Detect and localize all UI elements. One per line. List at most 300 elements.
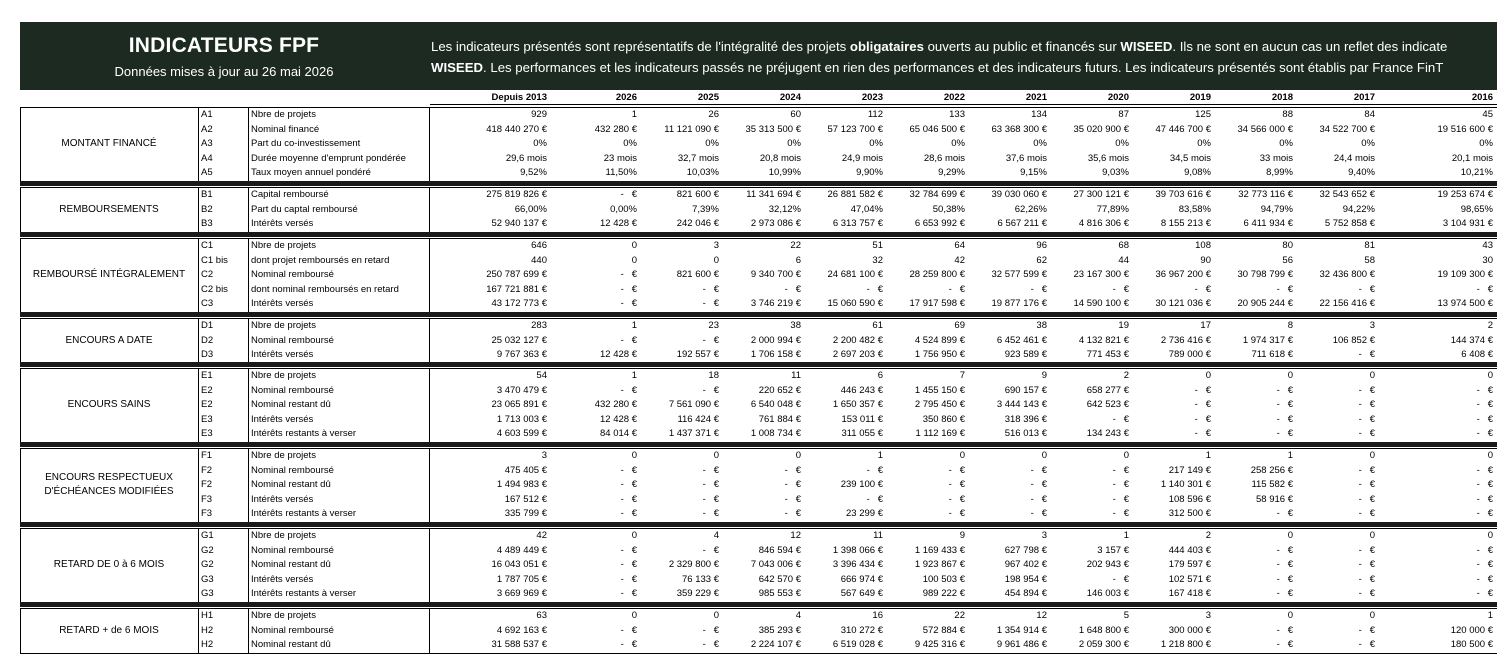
table-cell: - €: [620, 298, 637, 309]
table-cell: - €: [1194, 399, 1211, 410]
table-cell: 1: [1487, 610, 1493, 621]
table-cell: 0: [1487, 370, 1493, 381]
col-divider: [248, 608, 249, 653]
column-header: 2023: [861, 92, 883, 103]
table-cell: 3 396 434 €: [832, 559, 883, 570]
table-cell: 1 706 158 €: [750, 349, 801, 360]
table-cell: - €: [948, 479, 965, 490]
table-cell: 9 961 486 €: [996, 639, 1047, 650]
table-cell: 38: [790, 320, 801, 331]
table-cell: 26 881 582 €: [827, 189, 883, 200]
row-code: E1: [201, 370, 213, 381]
table-cell: - €: [620, 544, 637, 556]
table-cell: 923 589 €: [1004, 349, 1047, 360]
table-cell: - €: [620, 384, 637, 396]
table-cell: - €: [1358, 428, 1375, 439]
table-cell: 83,58%: [1178, 203, 1211, 215]
section-separator: [20, 362, 1497, 367]
table-cell: 0: [1205, 370, 1211, 381]
row-label: Nominal remboursé: [251, 544, 334, 556]
section-name: ENCOURS A DATE: [65, 334, 153, 346]
table-cell: 133: [949, 109, 965, 120]
table-cell: 8: [1287, 320, 1293, 331]
table-cell: 0: [1287, 370, 1293, 381]
column-header: 2026: [615, 92, 637, 103]
table-cell: 2 000 994 €: [750, 334, 801, 346]
col-divider: [429, 107, 430, 181]
row-label: Nbre de projets: [251, 610, 316, 621]
row-code: H2: [201, 639, 214, 650]
table-cell: 9,52%: [520, 167, 547, 178]
table-cell: - €: [948, 493, 965, 505]
row-label: Taux moyen annuel pondéré: [251, 167, 371, 178]
row-code: F2: [201, 464, 213, 476]
table-cell: 1: [631, 320, 637, 331]
row-code: E3: [201, 428, 213, 439]
table-cell: - €: [1276, 544, 1293, 556]
table-cell: 454 894 €: [1004, 588, 1047, 599]
table-cell: 432 280 €: [594, 123, 637, 135]
table-cell: 112: [867, 109, 883, 120]
table-cell: 432 280 €: [594, 399, 637, 410]
row-label: Nominal restant dû: [251, 639, 331, 650]
table-cell: 29,6 mois: [505, 152, 547, 164]
table-cell: 4 816 306 €: [1078, 218, 1129, 229]
table-cell: 9,90%: [856, 167, 883, 178]
table-cell: - €: [1358, 384, 1375, 396]
table-cell: 12: [790, 530, 801, 541]
table-cell: - €: [784, 493, 801, 505]
table-cell: - €: [1276, 639, 1293, 650]
table-cell: 0: [959, 450, 965, 461]
table-cell: 6: [877, 370, 883, 381]
section-bottom-rule: [20, 653, 1497, 654]
col-divider: [198, 318, 199, 363]
col-divider: [429, 528, 430, 602]
column-header: 2022: [943, 92, 965, 103]
table-cell: 88: [1282, 109, 1293, 120]
table-cell: 31 588 537 €: [491, 639, 547, 650]
table-cell: - €: [620, 588, 637, 599]
table-cell: 198 954 €: [1004, 573, 1047, 585]
row-label: Nbre de projets: [251, 450, 316, 461]
table-cell: 6 567 211 €: [997, 218, 1047, 229]
row-label: Nbre de projets: [251, 320, 316, 331]
col-divider: [429, 448, 430, 522]
table-cell: 446 243 €: [840, 384, 883, 396]
table-cell: - €: [784, 464, 801, 476]
table-cell: - €: [1476, 428, 1493, 439]
table-cell: - €: [1112, 508, 1129, 519]
col-divider: [429, 608, 430, 653]
table-cell: 761 884 €: [758, 413, 801, 425]
table-cell: 98,65%: [1460, 203, 1493, 215]
row-code: F3: [201, 508, 213, 519]
table-cell: 1: [631, 109, 637, 120]
row-label: Capital remboursé: [251, 189, 329, 200]
table-cell: 76 133 €: [682, 573, 719, 585]
table-cell: 283: [531, 320, 547, 331]
table-cell: 12 428 €: [600, 413, 637, 425]
row-code: D2: [201, 334, 214, 346]
table-cell: 567 649 €: [840, 588, 883, 599]
table-cell: 3 746 219 €: [750, 298, 801, 309]
table-cell: - €: [1358, 479, 1375, 490]
table-cell: 1 494 983 €: [496, 479, 547, 490]
table-cell: - €: [620, 334, 637, 346]
table-cell: - €: [620, 464, 637, 476]
table-cell: 23 065 891 €: [491, 399, 547, 410]
col-divider: [248, 318, 249, 363]
table-cell: 7 561 090 €: [668, 399, 719, 410]
table-cell: 335 799 €: [504, 508, 547, 519]
table-cell: 8,99%: [1266, 167, 1293, 178]
row-code: H1: [201, 610, 214, 621]
table-cell: - €: [1476, 573, 1493, 585]
column-header: 2018: [1271, 92, 1293, 103]
table-cell: - €: [1358, 544, 1375, 556]
table-cell: 0: [1369, 530, 1375, 541]
table-cell: - €: [702, 464, 719, 476]
row-label: Part du co-investissement: [251, 138, 361, 149]
table-cell: - €: [1476, 464, 1493, 476]
table-cell: 84: [1364, 109, 1375, 120]
table-cell: - €: [1030, 283, 1047, 295]
table-cell: 125: [1195, 109, 1211, 120]
table-cell: 4 489 449 €: [496, 544, 547, 556]
table-cell: 27 300 121 €: [1073, 189, 1129, 200]
table-cell: 17 917 598 €: [909, 298, 965, 309]
table-cell: 0: [795, 450, 801, 461]
table-cell: 47 446 700 €: [1155, 123, 1211, 135]
row-code: E2: [201, 384, 213, 396]
table-cell: 6: [795, 254, 801, 266]
table-cell: 28,6 mois: [923, 152, 965, 164]
table-cell: - €: [1276, 384, 1293, 396]
column-header: Depuis 2013: [491, 92, 547, 103]
row-label: dont nominal remboursés en retard: [251, 283, 399, 295]
col-divider: [198, 528, 199, 602]
table-cell: 9 425 316 €: [914, 639, 965, 650]
table-cell: 0: [631, 240, 637, 251]
table-cell: 1 437 371 €: [668, 428, 719, 439]
table-cell: 250 787 699 €: [486, 269, 547, 280]
table-cell: 30: [1482, 254, 1493, 266]
table-cell: - €: [1112, 464, 1129, 476]
section-separator: [20, 522, 1497, 527]
column-header: 2017: [1353, 92, 1375, 103]
table-cell: 9,15%: [1020, 167, 1047, 178]
table-cell: - €: [620, 493, 637, 505]
page-title: INDICATEURS FPF: [128, 34, 320, 57]
row-code: G2: [201, 544, 214, 556]
col-divider: [198, 187, 199, 232]
table-cell: - €: [1030, 464, 1047, 476]
table-cell: - €: [1276, 399, 1293, 410]
table-cell: - €: [784, 508, 801, 519]
table-cell: 0%: [1279, 138, 1293, 149]
table-cell: 32 773 116 €: [1238, 189, 1293, 200]
row-code: B2: [201, 203, 213, 215]
table-cell: 1 008 734 €: [750, 428, 801, 439]
table-cell: 312 500 €: [1168, 508, 1211, 519]
table-cell: 52 940 137 €: [491, 218, 547, 229]
table-cell: 42: [536, 530, 547, 541]
row-label: Nominal restant dû: [251, 479, 331, 490]
table-cell: 11,50%: [605, 167, 637, 178]
col-divider: [429, 368, 430, 442]
row-label: Nbre de projets: [251, 530, 316, 541]
table-cell: 1 354 914 €: [996, 624, 1047, 636]
table-cell: 5: [1123, 610, 1129, 621]
table-cell: 2: [1487, 320, 1493, 331]
table-cell: 0%: [1115, 138, 1129, 149]
table-cell: 1: [1123, 530, 1129, 541]
table-cell: 4 524 899 €: [914, 334, 965, 346]
table-cell: 220 652 €: [758, 384, 801, 396]
column-header: 2025: [697, 92, 719, 103]
column-header: 2016: [1471, 92, 1493, 103]
table-cell: 12 428 €: [600, 218, 637, 229]
row-code: G3: [201, 588, 214, 599]
row-label: Intérêts restants à verser: [251, 428, 357, 439]
table-cell: 2 973 086 €: [750, 218, 801, 229]
table-cell: - €: [948, 283, 965, 295]
row-code: C2 bis: [201, 283, 228, 295]
table-cell: 242 046 €: [676, 218, 719, 229]
table-cell: 62: [1036, 254, 1047, 266]
table-cell: 24 681 100 €: [827, 269, 883, 280]
table-cell: 32 784 699 €: [909, 189, 965, 200]
col-divider: [198, 238, 199, 312]
table-cell: 2 224 107 €: [750, 639, 801, 650]
table-cell: 80: [1282, 240, 1293, 251]
table-cell: 9: [1041, 370, 1047, 381]
table-cell: 385 293 €: [758, 624, 801, 636]
table-cell: 30 798 799 €: [1237, 269, 1293, 280]
table-cell: 258 256 €: [1250, 464, 1293, 476]
table-cell: 0: [713, 610, 719, 621]
table-cell: 6 653 992 €: [914, 218, 965, 229]
table-cell: - €: [1476, 544, 1493, 556]
table-cell: 12 428 €: [600, 349, 637, 360]
table-cell: - €: [702, 283, 719, 295]
table-cell: 24,4 mois: [1333, 152, 1375, 164]
table-cell: 1 398 066 €: [832, 544, 883, 556]
row-label: Intérêts restants à verser: [251, 588, 357, 599]
table-cell: 3: [1369, 320, 1375, 331]
table-cell: 23 167 300 €: [1073, 269, 1129, 280]
table-cell: - €: [1358, 639, 1375, 650]
table-cell: - €: [620, 269, 637, 280]
col-divider: [198, 368, 199, 442]
table-cell: 20 905 244 €: [1237, 298, 1293, 309]
table-cell: 1 923 867 €: [914, 559, 965, 570]
table-cell: 44: [1118, 254, 1129, 266]
table-cell: 47,04%: [850, 203, 883, 215]
table-cell: 66,00%: [514, 203, 547, 215]
table-cell: 3 470 479 €: [496, 384, 547, 396]
row-label: dont projet remboursés en retard: [251, 254, 390, 266]
table-cell: 90: [1200, 254, 1211, 266]
row-code: A1: [201, 109, 213, 120]
table-cell: 6 313 757 €: [832, 218, 883, 229]
table-cell: 32 577 599 €: [991, 269, 1047, 280]
row-code: G1: [201, 530, 214, 541]
table-cell: 6 408 €: [1461, 349, 1493, 360]
col-divider: [429, 187, 430, 232]
table-cell: 65 046 500 €: [909, 123, 965, 135]
table-cell: - €: [1112, 283, 1129, 295]
disclaimer-bold: obligataires: [849, 39, 924, 54]
col-divider: [429, 318, 430, 363]
table-cell: 711 618 €: [1251, 349, 1293, 360]
table-cell: 6 519 028 €: [832, 639, 883, 650]
table-cell: 516 013 €: [1004, 428, 1047, 439]
table-cell: - €: [1112, 493, 1129, 505]
table-cell: 16 043 051 €: [491, 559, 547, 570]
table-cell: 9,08%: [1184, 167, 1211, 178]
row-code: C1 bis: [201, 254, 228, 266]
row-label: Intérêts versés: [251, 573, 314, 585]
row-label: Nominal remboursé: [251, 624, 334, 636]
table-cell: 33 mois: [1259, 152, 1293, 164]
table-cell: 0: [1287, 530, 1293, 541]
col-divider: [248, 448, 249, 522]
table-cell: 96: [1036, 240, 1047, 251]
table-cell: 68: [1118, 240, 1129, 251]
disclaimer-text: ouverts au public et financés sur: [923, 39, 1121, 54]
table-cell: 3 444 143 €: [996, 399, 1047, 410]
table-cell: 84 014 €: [600, 428, 637, 439]
row-code: F1: [201, 450, 213, 461]
row-code: F3: [201, 493, 213, 505]
table-cell: 20,1 mois: [1451, 152, 1493, 164]
table-cell: 43: [1482, 240, 1493, 251]
table-cell: 0: [631, 610, 637, 621]
table-cell: 0%: [787, 138, 801, 149]
table-cell: 0: [1287, 610, 1293, 621]
table-cell: 0%: [705, 138, 719, 149]
table-cell: 22: [954, 610, 965, 621]
table-cell: 359 229 €: [676, 588, 719, 599]
table-cell: 19: [1118, 320, 1129, 331]
col-divider: [248, 187, 249, 232]
table-cell: 929: [531, 109, 547, 120]
table-cell: 0%: [951, 138, 965, 149]
row-label: Intérêts versés: [251, 298, 314, 309]
col-divider: [198, 608, 199, 653]
col-divider: [198, 107, 199, 181]
table-cell: 0: [1487, 450, 1493, 461]
table-cell: - €: [702, 508, 719, 519]
table-cell: 26: [708, 109, 719, 120]
table-cell: - €: [1476, 399, 1493, 410]
table-cell: 23: [708, 320, 719, 331]
table-cell: 19 516 600 €: [1437, 123, 1493, 135]
table-cell: - €: [866, 283, 883, 295]
table-cell: 144 374 €: [1450, 334, 1493, 346]
table-cell: 28 259 800 €: [909, 269, 965, 280]
table-cell: 2: [1123, 370, 1129, 381]
table-cell: 1: [631, 370, 637, 381]
table-cell: 8 155 213 €: [1160, 218, 1211, 229]
disclaimer-bold: WISEED: [431, 60, 484, 75]
table-cell: 58: [1364, 254, 1375, 266]
table-cell: - €: [1476, 479, 1493, 490]
row-code: B3: [201, 218, 213, 229]
row-label: Nominal remboursé: [251, 334, 334, 346]
table-cell: - €: [1030, 479, 1047, 490]
table-cell: 62,26%: [1014, 203, 1047, 215]
row-label: Nominal remboursé: [251, 464, 334, 476]
table-cell: - €: [702, 334, 719, 346]
table-cell: 0%: [1479, 138, 1493, 149]
table-cell: - €: [1476, 283, 1493, 295]
table-cell: 1: [1287, 450, 1293, 461]
row-code: G2: [201, 559, 214, 570]
table-cell: - €: [702, 639, 719, 650]
table-cell: 108 596 €: [1168, 493, 1211, 505]
table-cell: 69: [954, 320, 965, 331]
row-label: Nominal financé: [251, 123, 320, 135]
table-cell: - €: [1194, 413, 1211, 425]
table-cell: - €: [1276, 559, 1293, 570]
table-cell: 57 123 700 €: [827, 123, 883, 135]
table-cell: - €: [702, 298, 719, 309]
table-cell: 16: [872, 610, 883, 621]
section-separator: [20, 312, 1497, 317]
table-cell: 6 452 461 €: [996, 334, 1047, 346]
table-cell: 0: [1123, 450, 1129, 461]
table-cell: 642 570 €: [758, 573, 801, 585]
section-separator: [20, 602, 1497, 607]
table-cell: 217 149 €: [1168, 464, 1211, 476]
table-cell: 690 157 €: [1004, 384, 1047, 396]
table-cell: 2 795 450 €: [914, 399, 965, 410]
table-cell: 34 522 700 €: [1319, 123, 1375, 135]
table-cell: 9 767 363 €: [496, 349, 547, 360]
table-cell: - €: [1358, 588, 1375, 599]
table-cell: 81: [1364, 240, 1375, 251]
table-cell: 646: [531, 240, 547, 251]
table-cell: - €: [1194, 283, 1211, 295]
column-header: 2020: [1107, 92, 1129, 103]
table-cell: 134: [1031, 109, 1047, 120]
table-cell: 1 756 950 €: [914, 349, 965, 360]
table-cell: - €: [1476, 588, 1493, 599]
table-cell: 11: [873, 530, 883, 541]
table-cell: 0: [713, 450, 719, 461]
row-code: C2: [201, 269, 214, 280]
table-cell: 0: [1369, 370, 1375, 381]
disclaimer-text: . Ils ne sont en aucun cas un reflet des indicate: [1172, 39, 1448, 54]
table-cell: 1 218 800 €: [1160, 639, 1211, 650]
table-cell: - €: [702, 624, 719, 636]
table-cell: - €: [784, 283, 801, 295]
table-cell: 12: [1036, 610, 1047, 621]
section-name: REMBOURSEMENTS: [59, 203, 159, 215]
section-name: RETARD + de 6 MOIS: [59, 624, 159, 636]
table-cell: 10,03%: [686, 167, 719, 178]
table-cell: 989 222 €: [922, 588, 965, 599]
row-code: C1: [201, 240, 214, 251]
table-cell: 32 543 652 €: [1319, 189, 1375, 200]
table-cell: 58 916 €: [1256, 493, 1293, 505]
table-cell: 30 121 036 €: [1155, 298, 1211, 309]
table-cell: - €: [620, 508, 637, 519]
table-cell: 6 411 934 €: [1243, 218, 1293, 229]
